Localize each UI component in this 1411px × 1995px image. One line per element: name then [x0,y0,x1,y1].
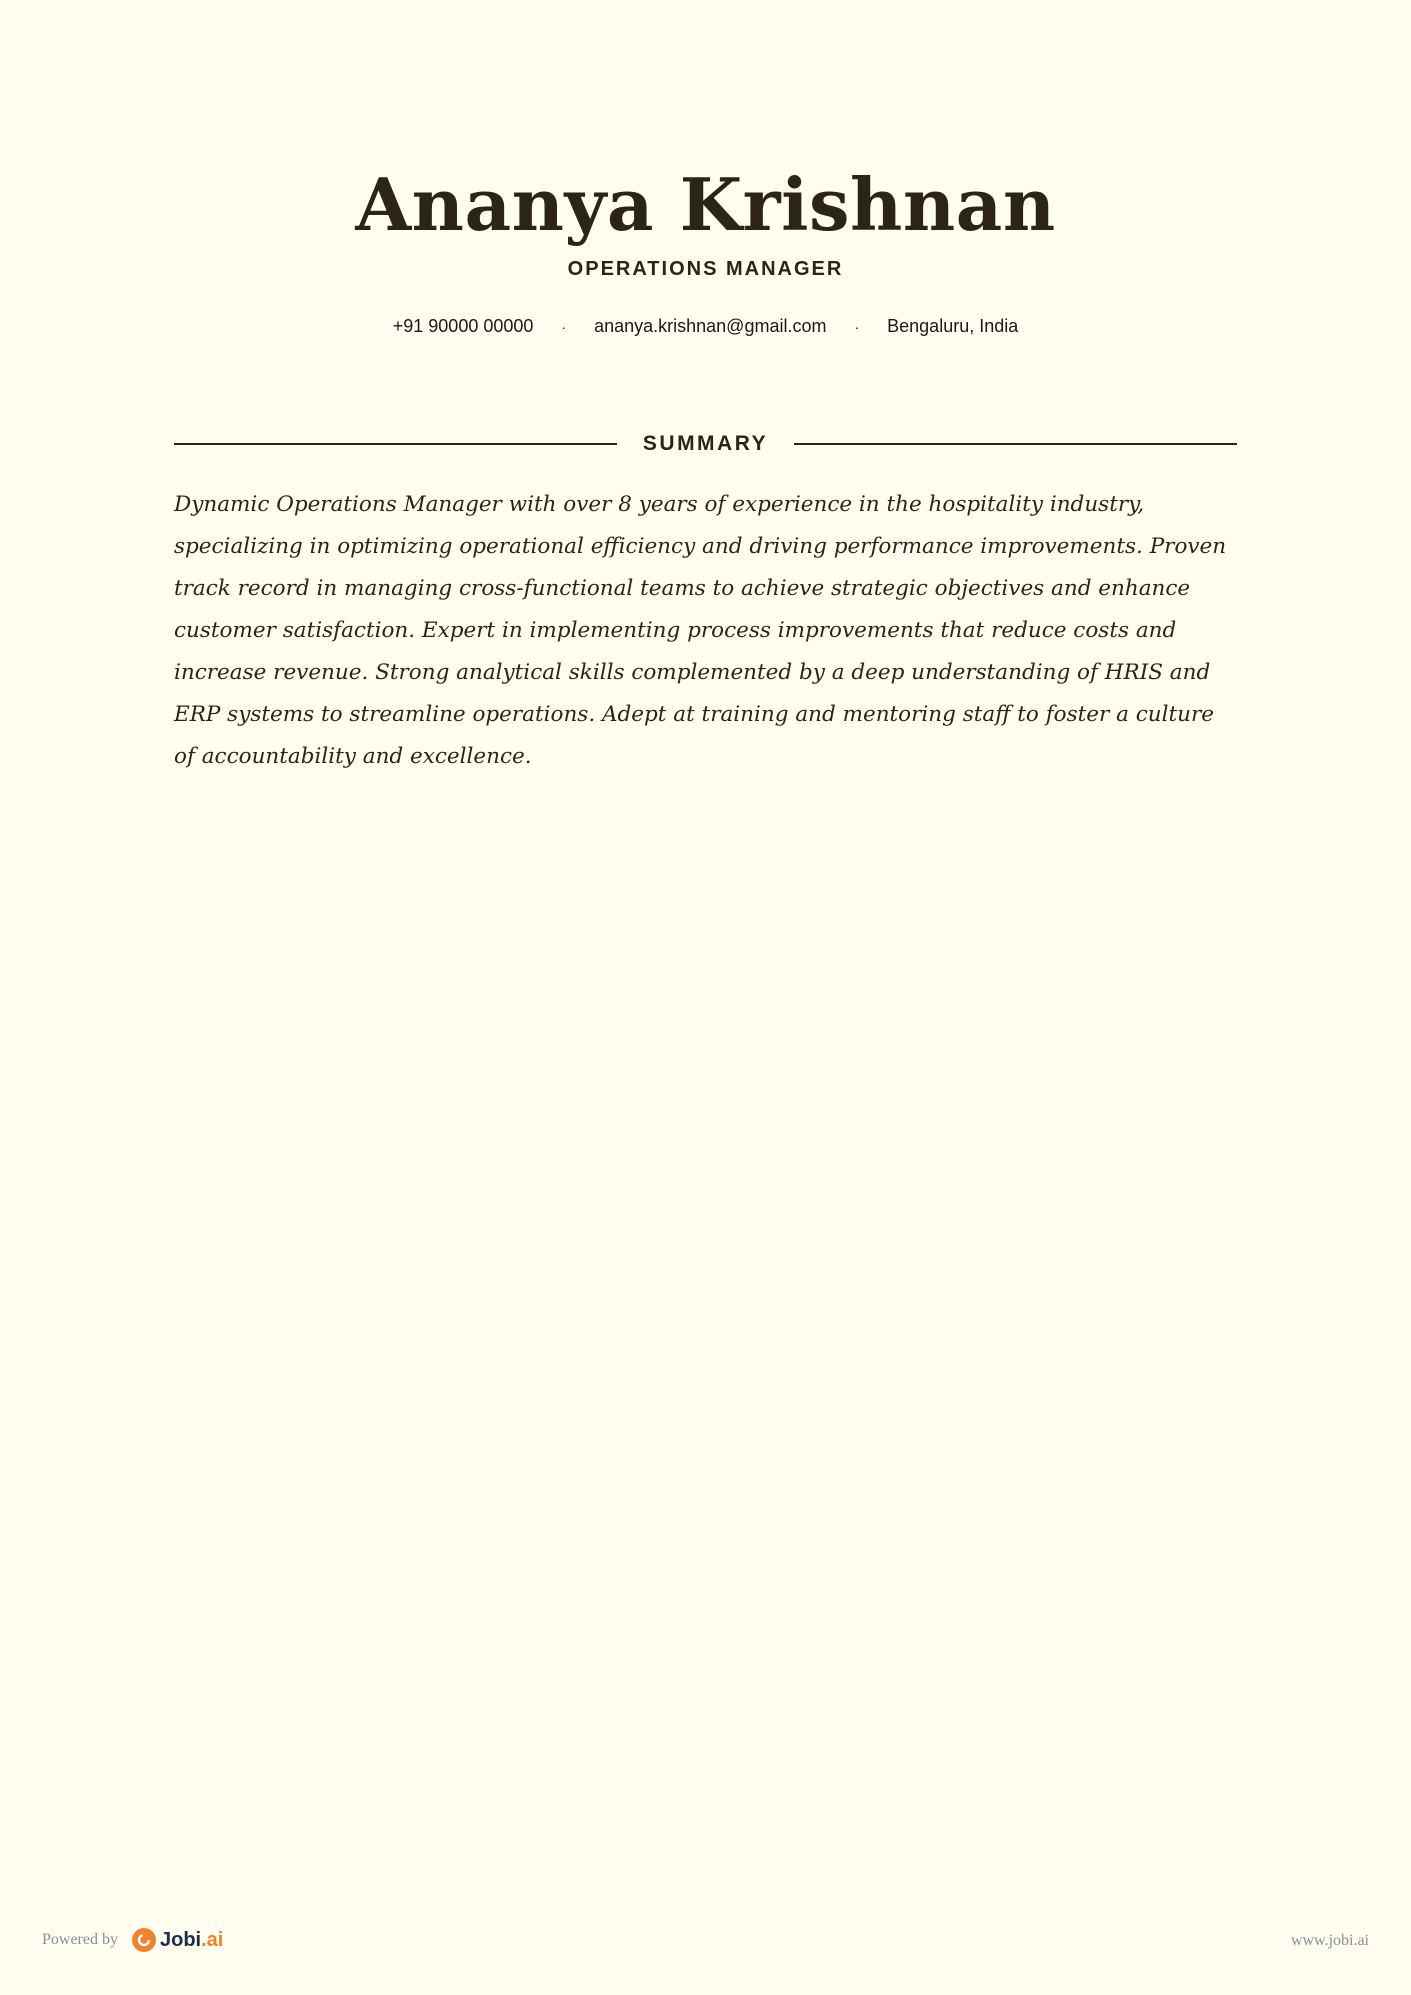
contact-phone: +91 90000 00000 [392,316,534,336]
contact-location: Bengaluru, India [887,316,1019,336]
contact-separator: · [854,318,860,335]
logo-main: Jobi [159,1928,202,1951]
jobi-logo-text [160,1929,223,1952]
website-link[interactable]: www.jobi.ai [1290,1932,1369,1949]
powered-by-footer[interactable] [42,1928,223,1952]
summary-heading: SUMMARY [642,432,769,455]
heading-rule-right [794,443,1237,445]
resume-header [0,160,1411,281]
contact-separator: · [561,318,567,335]
logo-accent: .ai [201,1928,224,1951]
contact-email[interactable]: ananya.krishnan@gmail.com [594,316,827,336]
summary-section-heading [174,432,1237,456]
heading-rule-left [174,443,617,445]
powered-by-label: Powered by [42,1931,118,1948]
job-title: OPERATIONS MANAGER [567,258,844,280]
candidate-name: Ananya Krishnan [355,162,1056,247]
summary-text: Dynamic Operations Manager with over 8 years of experience in the hospitality industry, specializing in optimizing operational efficiency and driving performance improvements. Proven track record in managing cross-functional teams to achieve strategic objectives and enhance customer satisfaction. Expert in implementing process improvements that reduce costs and increase revenue. Strong analytical skills complemented by a deep understanding of HRIS and ERP systems to streamline operations. Adept at training and mentoring staff to foster a culture of accountability and excellence. [174,492,1227,769]
contact-info [0,316,1411,337]
jobi-logo-icon [132,1928,156,1952]
